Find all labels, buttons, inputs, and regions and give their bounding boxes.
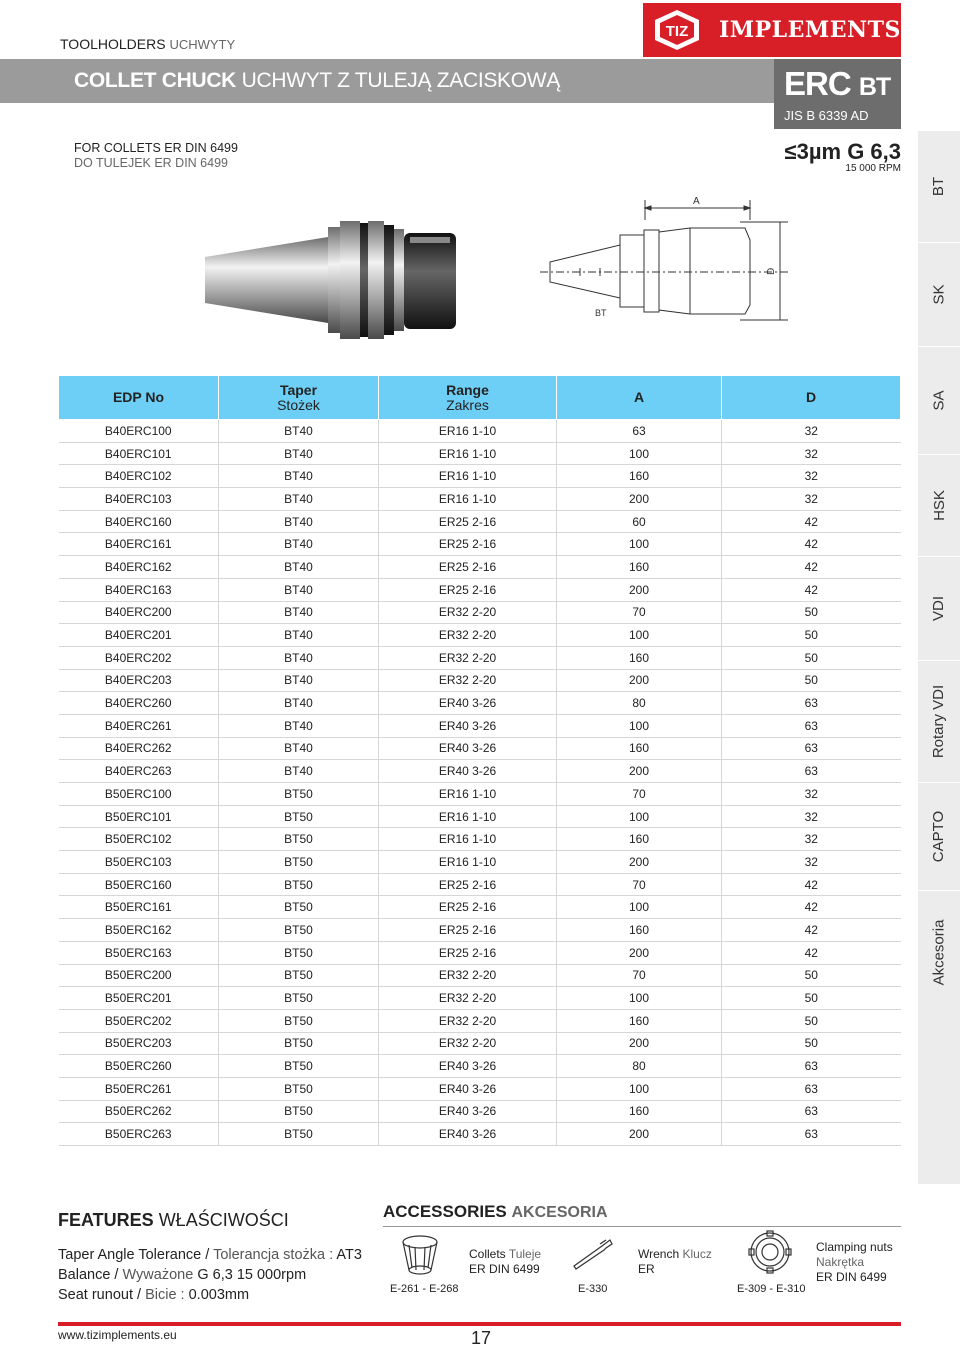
table-cell: 63	[722, 760, 901, 783]
table-cell: B40ERC260	[59, 692, 219, 715]
table-cell: BT40	[219, 465, 379, 488]
table-cell: B50ERC201	[59, 987, 219, 1010]
table-cell: BT50	[219, 1100, 379, 1123]
table-cell: ER16 1-10	[379, 805, 557, 828]
technical-drawing	[540, 190, 790, 330]
table-row	[59, 896, 901, 919]
table-row	[59, 624, 901, 647]
table-cell: 80	[557, 692, 722, 715]
wrench-icon	[570, 1236, 615, 1276]
table-cell: 42	[722, 510, 901, 533]
table-cell: BT40	[219, 488, 379, 511]
table-cell: 160	[557, 465, 722, 488]
dimension-d-label: D	[766, 267, 777, 275]
product-table	[58, 375, 901, 1146]
table-cell: ER25 2-16	[379, 896, 557, 919]
table-cell: 50	[722, 1032, 901, 1055]
table-cell: 50	[722, 1009, 901, 1032]
table-cell: ER40 3-26	[379, 714, 557, 737]
table-cell: BT50	[219, 1009, 379, 1032]
table-cell: ER40 3-26	[379, 692, 557, 715]
table-cell: BT50	[219, 851, 379, 874]
table-cell: B50ERC260	[59, 1055, 219, 1078]
table-cell: BT50	[219, 1077, 379, 1100]
table-cell: ER40 3-26	[379, 1055, 557, 1078]
page-title-pl: UCHWYT Z TULEJĄ ZACISKOWĄ	[241, 69, 561, 92]
table-cell: ER16 1-10	[379, 465, 557, 488]
collets-code: E-261 - E-268	[390, 1283, 459, 1295]
features-list	[58, 1245, 362, 1305]
table-cell: ER16 1-10	[379, 488, 557, 511]
table-cell: 80	[557, 1055, 722, 1078]
table-cell: B40ERC203	[59, 669, 219, 692]
header-d: D	[722, 376, 901, 420]
table-cell: 160	[557, 828, 722, 851]
accessories-title: ACCESSORIES AKCESORIA	[383, 1202, 608, 1221]
runout-balance: ≤3µm G 6,3	[784, 139, 901, 164]
table-cell: BT40	[219, 669, 379, 692]
section-label-en: TOOLHOLDERS	[60, 36, 166, 52]
header-taper: Taper Stożek	[219, 376, 379, 420]
table-cell: 42	[722, 919, 901, 942]
clamping-nut-icon	[748, 1230, 792, 1279]
table-cell: ER16 1-10	[379, 828, 557, 851]
table-cell: B50ERC261	[59, 1077, 219, 1100]
table-cell: BT50	[219, 941, 379, 964]
table-cell: ER32 2-20	[379, 964, 557, 987]
table-cell: 70	[557, 601, 722, 624]
table-cell: 63	[557, 420, 722, 443]
table-cell: BT50	[219, 896, 379, 919]
table-cell: 42	[722, 533, 901, 556]
table-cell: BT40	[219, 714, 379, 737]
table-cell: 200	[557, 851, 722, 874]
table-cell: 200	[557, 760, 722, 783]
table-row	[59, 442, 901, 465]
table-cell: B40ERC201	[59, 624, 219, 647]
table-row	[59, 941, 901, 964]
features-title: FEATURES WŁAŚCIWOŚCI	[58, 1210, 289, 1230]
table-cell: 160	[557, 919, 722, 942]
table-cell: 50	[722, 624, 901, 647]
table-row	[59, 420, 901, 443]
table-cell: 160	[557, 1009, 722, 1032]
table-cell: 50	[722, 646, 901, 669]
section-label-pl: UCHWYTY	[169, 37, 236, 52]
table-row	[59, 919, 901, 942]
table-cell: B40ERC200	[59, 601, 219, 624]
table-cell: B50ERC163	[59, 941, 219, 964]
sidebar-item-label: Akcesoria	[930, 919, 948, 986]
accessories-divider	[383, 1226, 901, 1227]
wrench-code: E-330	[578, 1283, 608, 1295]
feature-line: Seat runout / Bicie : 0.003mm	[58, 1287, 250, 1303]
table-cell: ER25 2-16	[379, 578, 557, 601]
table-cell: BT40	[219, 420, 379, 443]
table-cell: 200	[557, 488, 722, 511]
table-cell: BT50	[219, 964, 379, 987]
table-cell: 42	[722, 873, 901, 896]
product-code-box	[774, 59, 901, 129]
table-cell: B50ERC263	[59, 1123, 219, 1146]
table-row	[59, 1055, 901, 1078]
table-cell: B40ERC162	[59, 556, 219, 579]
sidebar-item-rotary-vdi[interactable]	[918, 660, 960, 782]
sidebar-item-label: HSK	[930, 490, 948, 521]
table-cell: 100	[557, 1077, 722, 1100]
rpm-label: 15 000 RPM	[845, 163, 901, 174]
table-cell: ER25 2-16	[379, 533, 557, 556]
table-cell: 200	[557, 669, 722, 692]
table-cell: 70	[557, 873, 722, 896]
table-cell: B50ERC162	[59, 919, 219, 942]
table-cell: B50ERC103	[59, 851, 219, 874]
category-sidebar	[918, 130, 960, 1184]
table-cell: 42	[722, 941, 901, 964]
table-row	[59, 737, 901, 760]
table-cell: 32	[722, 805, 901, 828]
collets-label: Collets Tuleje ER DIN 6499	[469, 1247, 542, 1276]
table-row	[59, 851, 901, 874]
table-cell: B50ERC161	[59, 896, 219, 919]
table-header-row	[59, 376, 901, 420]
table-row	[59, 1009, 901, 1032]
table-cell: ER32 2-20	[379, 1032, 557, 1055]
table-cell: 63	[722, 714, 901, 737]
table-cell: BT50	[219, 783, 379, 806]
table-cell: B40ERC160	[59, 510, 219, 533]
sidebar-item-hsk[interactable]	[918, 454, 960, 556]
table-cell: ER16 1-10	[379, 783, 557, 806]
product-code-taper: BT	[858, 73, 891, 101]
table-row	[59, 964, 901, 987]
table-row	[59, 760, 901, 783]
sidebar-item-label: SA	[930, 390, 948, 411]
sidebar-item-akcesoria[interactable]	[918, 890, 960, 1014]
table-cell: ER40 3-26	[379, 1100, 557, 1123]
table-cell: ER40 3-26	[379, 760, 557, 783]
table-cell: B40ERC100	[59, 420, 219, 443]
table-cell: ER32 2-20	[379, 646, 557, 669]
table-cell: B40ERC262	[59, 737, 219, 760]
table-cell: B50ERC202	[59, 1009, 219, 1032]
table-cell: 50	[722, 964, 901, 987]
table-cell: ER32 2-20	[379, 669, 557, 692]
table-row	[59, 714, 901, 737]
table-cell: ER32 2-20	[379, 1009, 557, 1032]
section-label	[60, 36, 235, 52]
collets-info-pl: DO TULEJEK ER DIN 6499	[74, 156, 228, 170]
table-cell: BT50	[219, 805, 379, 828]
table-row	[59, 783, 901, 806]
table-row	[59, 669, 901, 692]
table-cell: 32	[722, 488, 901, 511]
table-row	[59, 828, 901, 851]
table-cell: BT40	[219, 624, 379, 647]
sidebar-item-label: SK	[930, 284, 948, 305]
table-cell: BT40	[219, 510, 379, 533]
table-cell: B40ERC101	[59, 442, 219, 465]
table-cell: 42	[722, 896, 901, 919]
brand-name: IMPLEMENTS	[719, 17, 901, 43]
drawing-bt-label: BT	[595, 308, 607, 318]
table-row	[59, 987, 901, 1010]
product-code	[784, 65, 890, 103]
table-cell: BT50	[219, 919, 379, 942]
table-cell: BT40	[219, 692, 379, 715]
table-cell: BT40	[219, 442, 379, 465]
table-cell: 70	[557, 783, 722, 806]
table-cell: B40ERC163	[59, 578, 219, 601]
dimension-a-label: A	[693, 196, 700, 207]
table-cell: B50ERC100	[59, 783, 219, 806]
table-cell: ER16 1-10	[379, 851, 557, 874]
table-cell: 32	[722, 828, 901, 851]
table-cell: BT40	[219, 646, 379, 669]
table-cell: 63	[722, 737, 901, 760]
svg-text:TIZ: TIZ	[665, 23, 689, 40]
table-cell: ER40 3-26	[379, 1077, 557, 1100]
table-cell: 32	[722, 442, 901, 465]
table-cell: 42	[722, 556, 901, 579]
table-cell: ER25 2-16	[379, 941, 557, 964]
table-cell: 200	[557, 578, 722, 601]
header-range: Range Zakres	[379, 376, 557, 420]
table-cell: BT40	[219, 533, 379, 556]
standard-label: JIS B 6339 AD	[784, 108, 869, 123]
table-cell: 63	[722, 1077, 901, 1100]
table-cell: BT50	[219, 1032, 379, 1055]
table-cell: B40ERC102	[59, 465, 219, 488]
table-cell: 32	[722, 420, 901, 443]
table-cell: B50ERC203	[59, 1032, 219, 1055]
table-cell: BT40	[219, 556, 379, 579]
table-row	[59, 533, 901, 556]
table-cell: B50ERC102	[59, 828, 219, 851]
table-cell: 32	[722, 851, 901, 874]
table-row	[59, 465, 901, 488]
table-cell: BT50	[219, 1123, 379, 1146]
wrench-label: Wrench Klucz ER	[638, 1247, 712, 1276]
product-photo	[200, 215, 470, 345]
nuts-code: E-309 - E-310	[737, 1283, 806, 1295]
table-cell: 32	[722, 783, 901, 806]
table-cell: 160	[557, 1100, 722, 1123]
page-title-en: COLLET CHUCK	[74, 69, 237, 92]
table-cell: B50ERC101	[59, 805, 219, 828]
table-cell: B40ERC103	[59, 488, 219, 511]
table-cell: BT40	[219, 737, 379, 760]
table-cell: 200	[557, 1032, 722, 1055]
table-cell: B50ERC262	[59, 1100, 219, 1123]
table-cell: 63	[722, 1055, 901, 1078]
product-code-main: ERC	[784, 65, 851, 102]
table-cell: BT40	[219, 760, 379, 783]
table-cell: ER40 3-26	[379, 737, 557, 760]
table-cell: 50	[722, 987, 901, 1010]
table-cell: BT50	[219, 873, 379, 896]
table-cell: 100	[557, 805, 722, 828]
brand-banner	[643, 3, 901, 57]
sidebar-item-sa[interactable]	[918, 346, 960, 454]
table-cell: ER16 1-10	[379, 442, 557, 465]
table-cell: 100	[557, 987, 722, 1010]
nuts-label: Clamping nuts Nakrętka ER DIN 6499	[816, 1240, 893, 1284]
table-cell: 100	[557, 442, 722, 465]
table-row	[59, 692, 901, 715]
table-cell: B40ERC161	[59, 533, 219, 556]
page-title	[74, 69, 560, 93]
feature-line: Taper Angle Tolerance / Tolerancja stożka : AT3	[58, 1247, 362, 1263]
sidebar-item-label: BT	[930, 176, 948, 197]
table-cell: 50	[722, 669, 901, 692]
footer-divider	[58, 1322, 901, 1326]
table-cell: 63	[722, 692, 901, 715]
table-cell: ER25 2-16	[379, 510, 557, 533]
table-cell: B50ERC200	[59, 964, 219, 987]
table-cell: BT40	[219, 601, 379, 624]
table-row	[59, 873, 901, 896]
sidebar-item-label: VDI	[930, 595, 948, 622]
title-bar	[0, 59, 901, 103]
sidebar-item-label: Rotary VDI	[930, 684, 948, 759]
tiz-logo-icon	[651, 8, 703, 52]
table-cell: ER25 2-16	[379, 556, 557, 579]
table-row	[59, 1077, 901, 1100]
sidebar-item-bt[interactable]	[918, 130, 960, 242]
table-cell: B40ERC263	[59, 760, 219, 783]
footer-url[interactable]: www.tizimplements.eu	[58, 1328, 177, 1342]
table-row	[59, 601, 901, 624]
table-cell: ER16 1-10	[379, 420, 557, 443]
table-cell: 100	[557, 533, 722, 556]
header-edp-no: EDP No	[59, 376, 219, 420]
table-row	[59, 556, 901, 579]
table-cell: ER32 2-20	[379, 987, 557, 1010]
table-cell: ER25 2-16	[379, 873, 557, 896]
table-row	[59, 578, 901, 601]
table-cell: B40ERC202	[59, 646, 219, 669]
table-cell: 70	[557, 964, 722, 987]
table-cell: 200	[557, 1123, 722, 1146]
table-cell: 32	[722, 465, 901, 488]
table-cell: 63	[722, 1100, 901, 1123]
collets-info	[74, 141, 238, 171]
collet-icon	[395, 1232, 445, 1287]
header-a: A	[557, 376, 722, 420]
sidebar-item-vdi[interactable]	[918, 556, 960, 660]
table-cell: BT40	[219, 578, 379, 601]
collets-info-en: FOR COLLETS ER DIN 6499	[74, 141, 238, 155]
table-cell: 160	[557, 646, 722, 669]
sidebar-item-label: CAPTO	[930, 810, 948, 863]
table-cell: 50	[722, 601, 901, 624]
table-row	[59, 805, 901, 828]
table-cell: 160	[557, 737, 722, 760]
page-number: 17	[471, 1328, 492, 1347]
table-cell: 200	[557, 941, 722, 964]
table-cell: BT50	[219, 987, 379, 1010]
table-row	[59, 488, 901, 511]
table-cell: B40ERC261	[59, 714, 219, 737]
table-cell: ER25 2-16	[379, 919, 557, 942]
table-row	[59, 646, 901, 669]
table-cell: 100	[557, 896, 722, 919]
feature-line: Balance / Wyważone G 6,3 15 000rpm	[58, 1267, 307, 1283]
table-cell: 60	[557, 510, 722, 533]
table-row	[59, 1032, 901, 1055]
table-row	[59, 1123, 901, 1146]
table-cell: BT50	[219, 1055, 379, 1078]
sidebar-item-capto[interactable]	[918, 782, 960, 890]
table-cell: 100	[557, 714, 722, 737]
table-cell: ER40 3-26	[379, 1123, 557, 1146]
table-cell: ER32 2-20	[379, 601, 557, 624]
table-cell: 63	[722, 1123, 901, 1146]
table-cell: B50ERC160	[59, 873, 219, 896]
table-cell: 100	[557, 624, 722, 647]
table-cell: ER32 2-20	[379, 624, 557, 647]
sidebar-item-sk[interactable]	[918, 242, 960, 346]
table-row	[59, 510, 901, 533]
table-cell: 42	[722, 578, 901, 601]
table-cell: 160	[557, 556, 722, 579]
table-cell: BT50	[219, 828, 379, 851]
table-row	[59, 1100, 901, 1123]
